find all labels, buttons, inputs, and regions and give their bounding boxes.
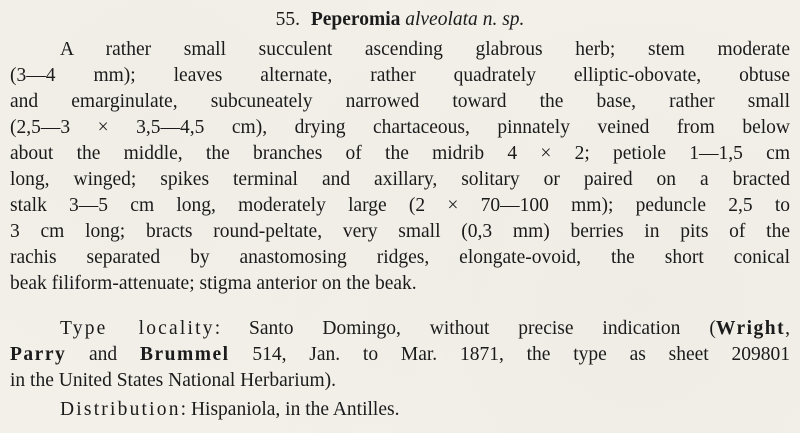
description-line: 3 cm long; bracts round-peltate, very small (0,3 mm) berries in pits of the xyxy=(10,221,790,242)
description-line: (3—4 mm); leaves alternate, rather quadrately elliptic-obovate, obtuse xyxy=(10,65,790,86)
species-heading xyxy=(0,7,800,33)
description-line: and emarginulate, subcuneately narrowed toward the base, rather small xyxy=(10,91,790,112)
collector-brummel: Brummel xyxy=(139,344,230,365)
description-line: rachis separated by anastomosing ridges, elongate-ovoid, the short conical xyxy=(10,247,790,268)
type-locality-label: Type locality xyxy=(60,318,215,339)
genus-name: Peperomia xyxy=(310,9,401,30)
type-locality-details: 514, Jan. to Mar. 1871, the type as sheet 209801 xyxy=(229,344,791,365)
collector-wright: Wright xyxy=(715,318,786,339)
collector-parry: Parry xyxy=(10,344,67,365)
description-line: beak filiform-attenuate; stigma anterior on the beak. xyxy=(10,273,417,294)
distribution-line xyxy=(60,397,790,423)
and-text: and xyxy=(66,344,140,365)
species-epithet: alveolata xyxy=(405,9,478,30)
distribution-text: : Hispaniola, in the Antilles. xyxy=(180,399,400,420)
type-locality-line xyxy=(10,342,790,368)
description-line: A rather small succulent ascending glabrous herb; stem moderate xyxy=(60,39,790,60)
type-locality-line xyxy=(60,316,790,342)
nomenclatural-status: n. sp. xyxy=(482,9,525,30)
distribution-label: Distribution xyxy=(60,399,181,420)
species-number: 55. xyxy=(275,9,300,30)
description-line: long, winged; spikes terminal and axillary, solitary or paired on a bracted xyxy=(10,169,790,190)
type-locality-text: : Santo Domingo, without precise indication ( xyxy=(214,318,716,339)
type-locality-line: in the United States National Herbarium). xyxy=(10,370,336,391)
comma: , xyxy=(785,318,790,339)
description-line: stalk 3—5 cm long, moderately large (2 × 70—100 mm); peduncle 2,5 to xyxy=(10,195,790,216)
description-line: about the middle, the branches of the midrib 4 × 2; petiole 1—1,5 cm xyxy=(10,143,790,164)
description-line: (2,5—3 × 3,5—4,5 cm), drying chartaceous, pinnately veined from below xyxy=(10,117,790,138)
